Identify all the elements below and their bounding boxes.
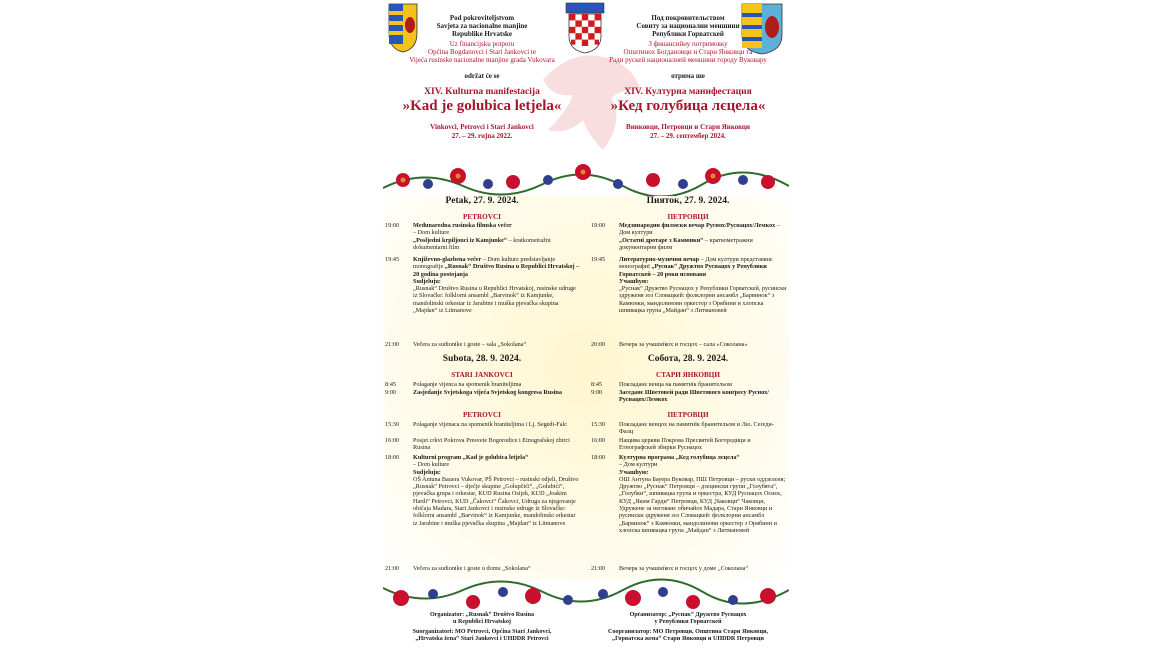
event-time: 18:00: [591, 454, 606, 461]
event-time: 8:45: [385, 381, 397, 388]
place-heading: PETROVCI: [463, 411, 501, 419]
schedule-item: [589, 222, 787, 252]
festival-name: »Кед голубица лєцела«: [610, 98, 766, 115]
patronage-line: Совиту за национални меншини: [636, 22, 740, 31]
event-description: Вечера за учашнїкох и госцох – сала »Соколана«: [619, 341, 748, 348]
day-heading: Petak, 27. 9. 2024.: [445, 196, 519, 206]
event-description: Polaganje vijenaca na spomenik braniteljima i Lj. Segedi-Falc: [413, 421, 567, 428]
patronage-line: Pod pokroviteljstvom: [449, 14, 515, 22]
header-left: [383, 14, 581, 141]
event-description: Нащива церкви Покрова Пресвятей Богородици и Етнографскей збирки Руснацох: [619, 437, 751, 452]
place-heading: PETROVCI: [463, 213, 501, 221]
festival-poster: [383, 0, 789, 650]
funding-line: Ради рускей националней меншини городу Вуковару: [609, 56, 767, 65]
place-heading: ПЕТРОВЦИ: [667, 213, 709, 221]
festival-dates: 27. – 29. септембер 2024.: [650, 132, 726, 141]
held-text: održat će se: [464, 72, 500, 81]
funding-line: Općina Bogdanovci i Stari Jankovci te: [428, 47, 536, 56]
place-heading: СТАРИ ЯНКОВЦИ: [656, 371, 720, 379]
organizer-line: у Републики Горватскей: [654, 619, 722, 626]
event-description: Вечера за учашнїкох и госцох у доме „Соколана“: [619, 565, 749, 572]
patronage-line: Републики Горватскей: [652, 30, 724, 39]
footer-left: [383, 612, 581, 643]
event-description: Покладанє венца на памятнїк бранительом: [619, 381, 732, 388]
patronage-line: Republike Hrvatske: [451, 30, 513, 39]
patronage-line: Savjeta za nacionalne manjine: [436, 22, 528, 31]
event-time: 19:45: [591, 256, 606, 263]
held-text: отрима ше: [671, 72, 705, 81]
festival-title: XIV. Културна манифестация: [624, 87, 752, 98]
festival-places: Vinkovci, Petrovci i Stari Jankovci: [430, 123, 534, 132]
day-heading: Subota, 28. 9. 2024.: [442, 354, 522, 364]
event-description: Posjet crkvi Pokrova Presvete Bogorodice i Etnografskoj zbirci Rusina: [413, 437, 570, 452]
organizer-line: „Горватска жена“ Стари Янковци и UHDDR Петровци: [612, 635, 764, 642]
event-description: Večera za sudionike i goste u domu „Sokolana“: [413, 565, 531, 572]
event-time: 19:00: [385, 222, 400, 229]
event-time: 18:00: [385, 454, 400, 461]
event-time: 16:00: [385, 437, 400, 444]
schedule-item: [589, 454, 787, 564]
funding-line: З финансийну потримовку: [648, 39, 728, 48]
event-description: Književno-glazbena večer – Dom kulture predstavljanje monografije „Rusnak“ Društvo Rusina u Republici Hrvatskoj – 20 godina postojanja Sudjeluju: „Rusnak“ Društvo Rusina u Republici Hrvatskoj, rusinske udruge iz Slovačke: folklorni ansambl „Barvinok“ iz Kamjunke, mandolinski orkestar iz Jarabine i muška pjevačka skupina „Majdan“ iz Litmanove: [413, 256, 580, 315]
event-description: Културна програма „Кед голубица лєцела“ – Дом култури Учашћую: ОШ Антуна Бауера Вуковар, ПШ Петровци – руски оддзелєня; Дружтво „Руснак“ Петровци – дзецински групи „Голубята“, „Голубки“, шпивацка група и оркестра, КУД Руснацох Осиєк, КУД „Яким Гарди“ Петровци, КУД „Чаковци“ Чаковци, Удружене за негованє обичайох Мадара, Стари Янковци и русински здруженя зоз Словацкей: фолклорни ансамбл „Барвинок“ з Камюнки, мандолинови оркестер з Орябини и хлопска шпивацка група „Майдан“ з Литмановей: [619, 454, 786, 534]
patronage-line: Под покровительством: [651, 14, 725, 22]
header-right: [589, 14, 787, 141]
organizer-line: Орґанизатор: „Руснак“ Дружтво Руснацох: [629, 612, 747, 618]
day-heading: Собота, 28. 9. 2024.: [647, 354, 729, 364]
event-time: 21:00: [385, 565, 400, 572]
schedule-item: [383, 256, 581, 338]
place-heading: STARI JANKOVCI: [451, 371, 513, 379]
event-description: Медзинародни филмски вечар Руснох/Руснацох/Лемкох – Дом култури „Остатні дротаре з Камюнки“ – краткометражни документарни филм: [619, 222, 780, 251]
event-description: Заседанє Шветовей ради Шветового конґресу Руснох/Руснацох/Лемкох: [619, 389, 769, 404]
festival-name: »Kad je golubica letjela«: [402, 98, 562, 115]
organizer-line: Suorganizatori: MO Petrovci, Općina Stari Jankovci,: [412, 628, 552, 635]
schedule-item: [383, 454, 581, 564]
event-time: 15:30: [385, 421, 400, 428]
event-time: 16:00: [591, 437, 606, 444]
festival-title: XIV. Kulturna manifestacija: [424, 87, 540, 98]
event-description: Večera za sudionike i goste – sala „Sokolana“: [413, 341, 527, 348]
event-time: 8:45: [591, 381, 603, 388]
organizer-line: Organizator: „Rusnak“ Društvo Rusina: [429, 612, 535, 618]
event-description: Međunarodna rusinska filmska večer – Dom kulture „Posljedni krpiljonci iz Kamjunke“ – kratkometražni dokumentarni film: [413, 222, 551, 251]
event-time: 20:00: [591, 341, 606, 348]
event-time: 9:00: [385, 389, 397, 396]
event-description: Литературно-музични вечар – Дом култури представянє монографиї „Руснак“ Дружтво Руснацох у Републики Горватскей – 20 роки иснованя Учашћую: „Руснак“ Дружтво Руснацох у Републики Горватскей, русински здруженя зоз Словацкей: фолклорни ансамбл „Барвинок“ з Камюнки, мандолинови оркестер з Орябини и хлопска шпивацка група „Майдан“ з Литмановей: [619, 256, 787, 315]
event-time: 15:30: [591, 421, 606, 428]
funding-line: Uz financijsku potporu: [449, 39, 515, 48]
event-description: Zasjedanje Svjetskoga vijeća Svjetskog kongresa Rusina: [413, 389, 562, 396]
organizer-line: „Hrvatska žena“ Stari Jankovci i UHDDR Petrovci: [415, 635, 549, 642]
organizer-line: u Republici Hrvatskoj: [453, 619, 511, 626]
day-heading: Пиятoк, 27. 9. 2024.: [646, 196, 730, 206]
event-description: Polaganje vijenca na spomenik braniteljima: [413, 381, 522, 388]
schedule-item: [383, 222, 581, 252]
place-heading: ПЕТРОВЦИ: [667, 411, 709, 419]
festival-places: Винковци, Петровци и Стари Янковци: [626, 123, 750, 132]
embroidery-border-top: [383, 158, 789, 196]
event-time: 19:00: [591, 222, 606, 229]
festival-dates: 27. – 29. rujna 2022.: [451, 132, 513, 141]
event-time: 21:00: [591, 565, 606, 572]
event-description: Kulturni program „Kad je golubica letjela“ – Dom kulture Sudjeluju: OŠ Antuna Bauera Vukovar, PŠ Petrovci – rusinski odjeli, Društvo „Rusnak“ Petrovci – dječje skupine „Golupčići“, „Golubići“, pjevačka grupa i orkestar, KUD Rusina Osijek, KUD „Joakim Hardi“ Petrovci, KUD „Čakovci“ Čakovci, Udruga za njegovanje običaja Madara, Stari Jankovci i rusinske udruge iz Slovačke: folklorni ansambl „Barvinok“ iz Kamjunke, mandolinski orkestar iz Jarabine i muška pjevačka skupina „Majdan“ iz Litmanove: [413, 454, 579, 527]
event-time: 19:45: [385, 256, 400, 263]
event-time: 21:00: [385, 341, 400, 348]
event-description: Покладанє венцох на памятнїк бранительом и Лю. Сеґеди-Фалц: [619, 421, 774, 436]
footer-right: [589, 612, 787, 643]
funding-line: Vijeća rusinske nacionalne manjine grada Vukovara: [409, 56, 555, 65]
schedule-item: [589, 256, 787, 338]
embroidery-border-bottom: [383, 576, 789, 616]
event-time: 9:00: [591, 389, 603, 396]
organizer-line: Соорганизатор: МО Петровци, Општина Стари Янковци,: [607, 628, 769, 635]
funding-line: Општинох Богдановци и Стари Янковци та: [623, 47, 753, 56]
